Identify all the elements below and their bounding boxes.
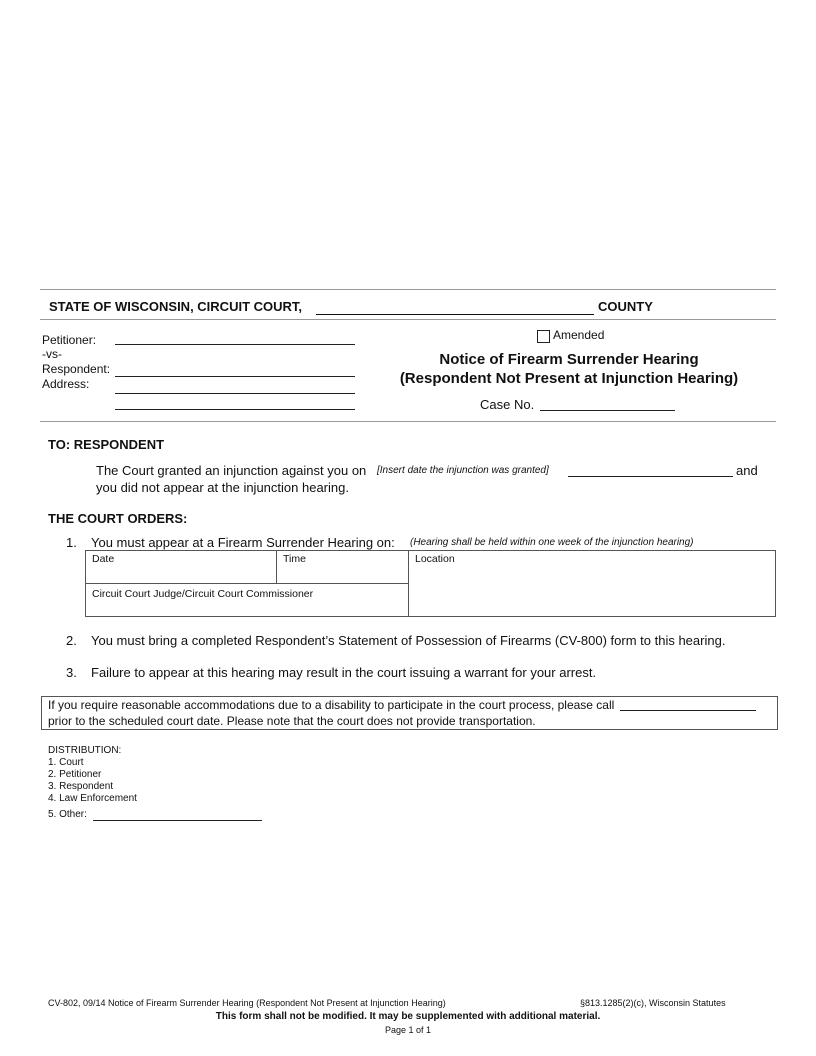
injunction-text-and: and [736,463,758,478]
footer-page-number: Page 1 of 1 [384,1025,432,1035]
county-name-field[interactable] [316,314,594,315]
injunction-date-note: [Insert date the injunction was granted] [377,465,549,476]
distribution-other-field[interactable] [93,820,262,821]
petitioner-label: Petitioner: [42,333,97,347]
amended-label: Amended [553,328,605,342]
hearing-judge-cell[interactable] [85,583,409,617]
injunction-text-part1: The Court granted an injunction against you on [96,463,367,478]
hearing-date-cell[interactable] [85,550,277,584]
order-3-text: Failure to appear at this hearing may result in the court issuing a warrant for your arrest. [91,665,597,680]
injunction-text-line2: you did not appear at the injunction hearing. [96,480,349,495]
order-1-text: You must appear at a Firearm Surrender Hearing on: [91,535,395,550]
hearing-judge-label: Circuit Court Judge/Circuit Court Commissioner [92,588,314,600]
accommodation-line1: If you require reasonable accommodations due to a disability to participate in the court process, please call [48,698,615,712]
footer-form-id: CV-802, 09/14 Notice of Firearm Surrender Hearing (Respondent Not Present at Injunction Hearing) [48,998,446,1008]
header-rule [40,319,776,320]
hearing-time-label: Time [283,553,306,565]
accommodation-phone-field[interactable] [620,710,756,711]
hearing-location-cell[interactable] [408,550,776,617]
county-label: COUNTY [598,299,653,314]
hearing-time-cell[interactable] [276,550,409,584]
address-field-line2[interactable] [115,409,355,410]
address-field-line1[interactable] [115,393,355,394]
case-no-label: Case No. [480,397,535,412]
distribution-item: 1. Court [48,757,84,768]
footer-statute: §813.1285(2)(c), Wisconsin Statutes [580,998,726,1008]
title-rule [40,421,776,422]
injunction-date-field[interactable] [568,476,733,477]
court-orders-heading: THE COURT ORDERS: [48,511,188,526]
order-3-number: 3. [66,665,77,680]
form-title-line2: (Respondent Not Present at Injunction Hearing) [399,370,739,387]
order-2-text: You must bring a completed Respondent’s Statement of Possession of Firearms (CV-800) form to this hearing. [91,633,726,648]
petitioner-field[interactable] [115,344,355,345]
distribution-item: 2. Petitioner [48,769,102,780]
top-rule [40,289,776,290]
distribution-other-label: 5. Other: [48,809,87,820]
case-no-field[interactable] [540,410,675,411]
court-line: STATE OF WISCONSIN, CIRCUIT COURT, [49,299,303,314]
distribution-heading: DISTRIBUTION: [48,745,122,756]
respondent-field[interactable] [115,376,355,377]
footer-notice: This form shall not be modified. It may be supplemented with additional material. [215,1011,601,1022]
vs-label: -vs- [42,347,62,361]
distribution-item: 3. Respondent [48,781,114,792]
to-respondent-heading: TO: RESPONDENT [48,437,165,452]
accommodation-line2: prior to the scheduled court date. Please note that the court does not provide transportation. [48,714,536,728]
form-title-line1: Notice of Firearm Surrender Hearing [439,351,699,368]
respondent-label: Respondent: [42,362,111,376]
distribution-item: 4. Law Enforcement [48,793,137,804]
address-label: Address: [42,377,90,391]
hearing-date-label: Date [92,553,115,565]
order-2-number: 2. [66,633,77,648]
amended-checkbox[interactable] [537,330,550,343]
hearing-location-label: Location [415,553,455,565]
order-1-note: (Hearing shall be held within one week of the injunction hearing) [410,537,694,548]
order-1-number: 1. [66,535,77,550]
